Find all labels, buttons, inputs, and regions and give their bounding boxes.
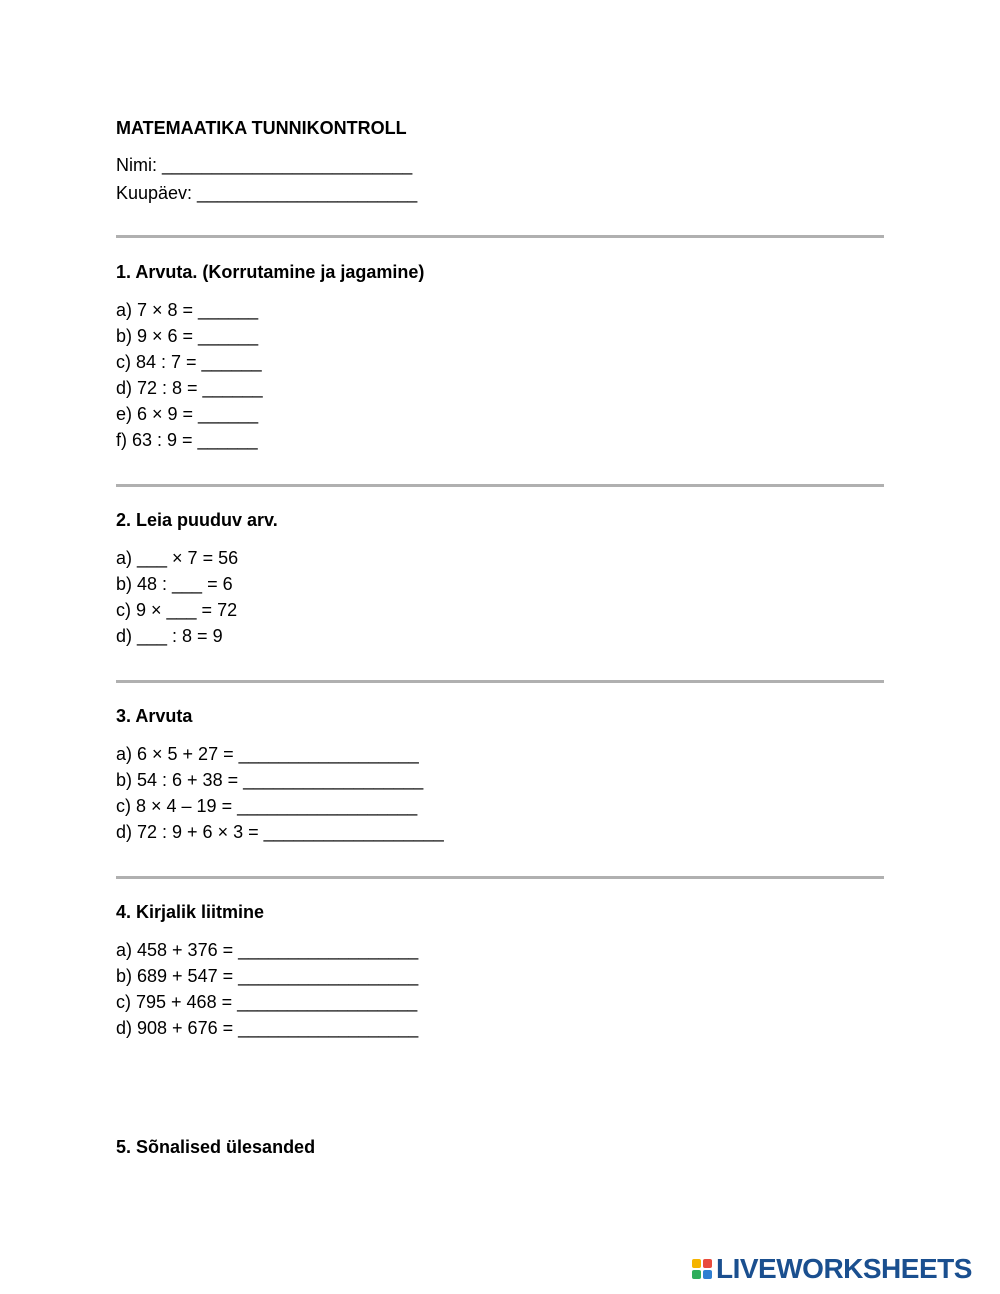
logo-tile <box>703 1270 712 1279</box>
logo-text: LIVEWORKSHEETS <box>716 1253 972 1284</box>
logo-tile <box>692 1259 701 1268</box>
exercise-item[interactable]: e) 6 × 9 = ______ <box>116 404 259 424</box>
exercise-item[interactable]: d) ___ : 8 = 9 <box>116 626 223 646</box>
liveworksheets-logo-icon <box>692 1259 712 1279</box>
exercise-item[interactable]: a) 458 + 376 = __________________ <box>116 940 419 960</box>
logo-tile <box>692 1270 701 1279</box>
exercise-item[interactable]: b) 54 : 6 + 38 = __________________ <box>116 770 424 790</box>
section-5-title: 5. Sõnalised ülesanded <box>116 1137 316 1157</box>
exercise-item[interactable]: b) 9 × 6 = ______ <box>116 326 259 346</box>
exercise-item[interactable]: c) 9 × ___ = 72 <box>116 600 238 620</box>
section-4-title: 4. Kirjalik liitmine <box>116 902 265 922</box>
section-divider <box>116 235 884 238</box>
exercise-item[interactable]: a) ___ × 7 = 56 <box>116 548 239 568</box>
section-divider <box>116 484 884 487</box>
name-field-line[interactable]: Nimi: _________________________ <box>116 155 413 175</box>
exercise-item[interactable]: c) 795 + 468 = __________________ <box>116 992 418 1012</box>
exercise-item[interactable]: d) 72 : 8 = ______ <box>116 378 263 398</box>
section-divider <box>116 876 884 879</box>
exercise-item[interactable]: a) 7 × 8 = ______ <box>116 300 259 320</box>
logo-tile <box>703 1259 712 1268</box>
section-1-title: 1. Arvuta. (Korrutamine ja jagamine) <box>116 262 425 282</box>
exercise-item[interactable]: c) 8 × 4 – 19 = __________________ <box>116 796 418 816</box>
page-title: MATEMAATIKA TUNNIKONTROLL <box>116 118 407 138</box>
section-2-title: 2. Leia puuduv arv. <box>116 510 278 530</box>
date-field-line[interactable]: Kuupäev: ______________________ <box>116 183 418 203</box>
section-divider <box>116 680 884 683</box>
section-3-title: 3. Arvuta <box>116 706 193 726</box>
section-1-items <box>116 297 263 453</box>
section-3-items <box>116 741 444 845</box>
exercise-item[interactable]: d) 908 + 676 = __________________ <box>116 1018 419 1038</box>
exercise-item[interactable]: c) 84 : 7 = ______ <box>116 352 262 372</box>
exercise-item[interactable]: d) 72 : 9 + 6 × 3 = __________________ <box>116 822 444 842</box>
exercise-item[interactable]: b) 689 + 547 = __________________ <box>116 966 419 986</box>
exercise-item[interactable]: f) 63 : 9 = ______ <box>116 430 258 450</box>
section-4-items <box>116 937 418 1041</box>
exercise-item[interactable]: b) 48 : ___ = 6 <box>116 574 233 594</box>
exercise-item[interactable]: a) 6 × 5 + 27 = __________________ <box>116 744 419 764</box>
section-2-items <box>116 545 238 649</box>
liveworksheets-logo[interactable] <box>692 1254 972 1284</box>
